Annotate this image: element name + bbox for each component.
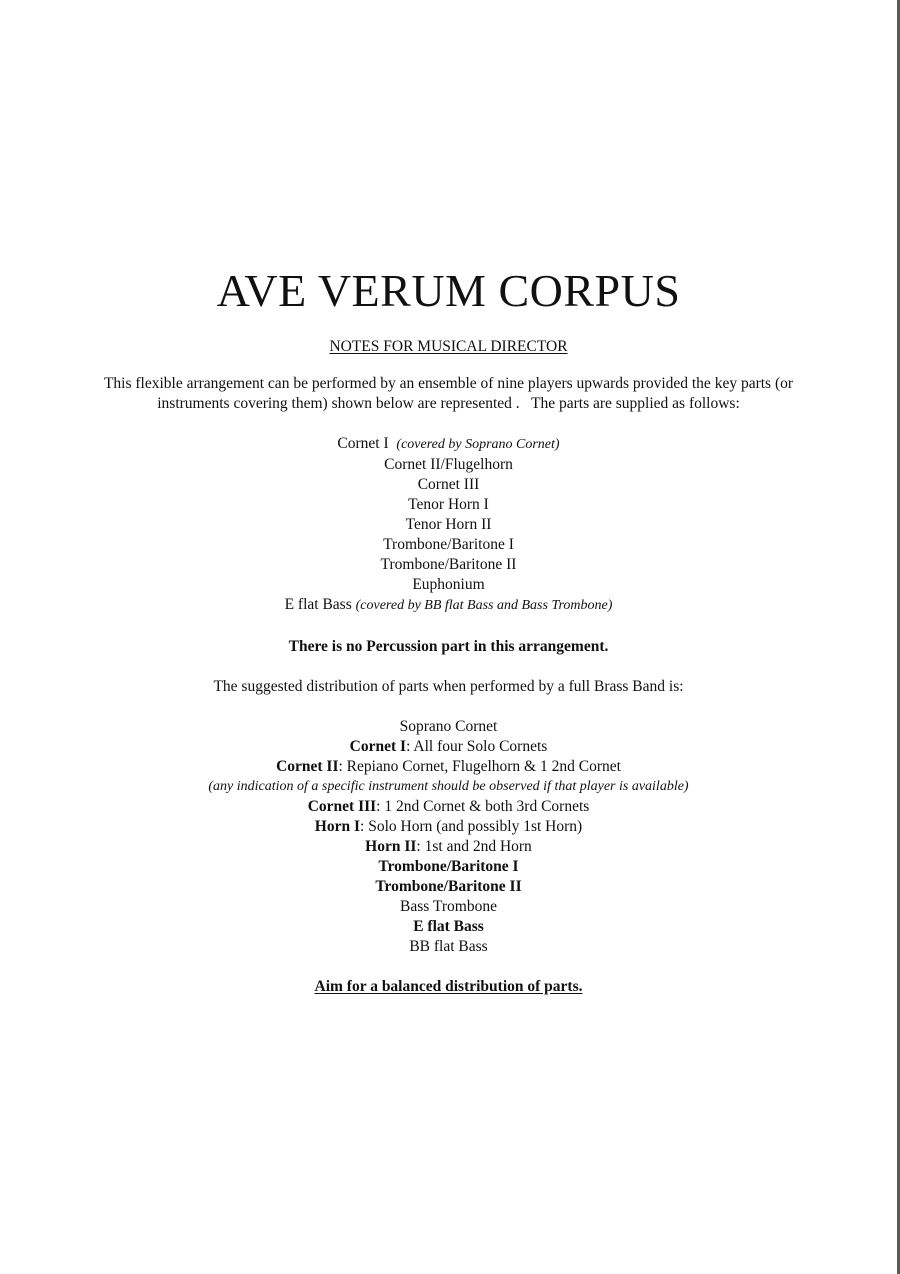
part-cornet-2: Cornet II/Flugelhorn bbox=[384, 456, 513, 473]
part-tenor-horn-2: Tenor Horn II bbox=[405, 516, 492, 533]
part-cornet-3: Cornet III bbox=[417, 476, 480, 493]
dist-label: Cornet III bbox=[307, 798, 377, 815]
part-euphonium: Euphonium bbox=[412, 576, 485, 593]
notes-heading: NOTES FOR MUSICAL DIRECTOR bbox=[329, 338, 568, 355]
intro-line: instruments covering them) shown below are represented . The parts are supplied as follows: bbox=[157, 395, 740, 412]
part-name: E flat Bass bbox=[284, 596, 352, 613]
dist-label: Cornet II bbox=[276, 758, 339, 775]
part-tenor-horn-1: Tenor Horn I bbox=[408, 496, 489, 513]
dist-horn-2 bbox=[0, 837, 897, 857]
intro-paragraph bbox=[49, 374, 849, 414]
distribution-list bbox=[0, 717, 897, 957]
dist-cornet-2 bbox=[0, 757, 897, 777]
page-content bbox=[0, 262, 897, 997]
part-name: Cornet I bbox=[337, 435, 389, 452]
dist-text: : Solo Horn (and possibly 1st Horn) bbox=[360, 818, 583, 835]
aim-note: Aim for a balanced distribution of parts. bbox=[314, 978, 583, 995]
no-percussion-note: There is no Percussion part in this arrangement. bbox=[288, 638, 609, 655]
dist-label: Cornet I bbox=[349, 738, 407, 755]
dist-eflat-bass: E flat Bass bbox=[413, 918, 484, 935]
dist-soprano: Soprano Cornet bbox=[399, 718, 498, 735]
part-eflat-bass bbox=[0, 595, 897, 616]
parts-list bbox=[0, 434, 897, 616]
dist-bbflat-bass: BB flat Bass bbox=[409, 938, 488, 955]
dist-text: : 1 2nd Cornet & both 3rd Cornets bbox=[376, 798, 590, 815]
dist-cornet-3 bbox=[0, 797, 897, 817]
suggested-distribution-intro: The suggested distribution of parts when performed by a full Brass Band is: bbox=[213, 678, 684, 695]
dist-text: : Repiano Cornet, Flugelhorn & 1 2nd Cornet bbox=[338, 758, 621, 775]
dist-horn-1 bbox=[0, 817, 897, 837]
dist-label: Horn II bbox=[365, 838, 417, 855]
part-trombone-1: Trombone/Baritone I bbox=[383, 536, 514, 553]
part-cornet-1 bbox=[0, 434, 897, 455]
dist-trombone-1: Trombone/Baritone I bbox=[378, 858, 519, 875]
dist-text: : All four Solo Cornets bbox=[406, 738, 548, 755]
part-trombone-2: Trombone/Baritone II bbox=[380, 556, 517, 573]
dist-label: Horn I bbox=[314, 818, 361, 835]
part-note: (covered by Soprano Cornet) bbox=[396, 437, 560, 452]
page-title: AVE VERUM CORPUS bbox=[216, 265, 681, 316]
dist-cornet-1 bbox=[0, 737, 897, 757]
dist-cornet-2-note: (any indication of a specific instrument should be observed if that player is available) bbox=[208, 779, 689, 794]
dist-text: : 1st and 2nd Horn bbox=[416, 838, 532, 855]
intro-line: This flexible arrangement can be performed by an ensemble of nine players upwards provided the key parts (or bbox=[103, 375, 794, 392]
dist-trombone-2: Trombone/Baritone II bbox=[375, 878, 522, 895]
dist-bass-trombone: Bass Trombone bbox=[400, 898, 497, 915]
part-note: (covered by BB flat Bass and Bass Trombone) bbox=[355, 598, 613, 613]
